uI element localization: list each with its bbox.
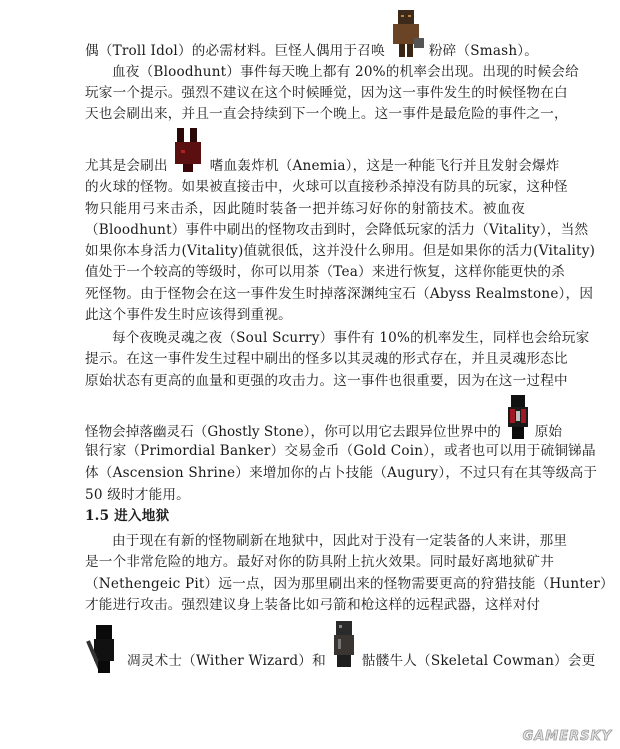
- text-line: 的火球的怪物。如果被直接击中，火球可以直接秒杀掉没有防具的玩家，这种怪: [85, 179, 568, 195]
- text: 原始: [534, 424, 562, 440]
- text-line: 才能进行攻击。强烈建议身上装备比如弓箭和枪这样的远程武器，这样对付: [85, 597, 541, 613]
- text: 凋灵术士（Wither Wizard）和: [127, 653, 326, 669]
- image-slot: [501, 422, 535, 436]
- text-line: 每个夜晚灵魂之夜（Soul Scurry）事件有 10%的机率发生，同样也会给玩家: [112, 330, 590, 346]
- text-line: 死怪物。由于怪物会在这一事件发生时掉落深渊纯宝石（Abyss Realmstone），因: [85, 286, 594, 302]
- text-line: 玩家一个提示。强烈不建议在这个时候睡觉，因为这一事件发生的时候怪物在白: [85, 85, 568, 101]
- text-line: 此这个事件发生时应该得到重视。: [85, 307, 292, 323]
- image-slot: [385, 41, 429, 55]
- text-line: （Bloodhunt）事件中刷出的怪物攻击到时，会降低玩家的活力（Vitality），当然: [85, 222, 589, 238]
- text-line: 提示。在这一事件发生过程中刷出的怪多以其灵魂的形式存在，并且灵魂形态比: [85, 351, 568, 367]
- text: 嗜血轰炸机（Anemia），这是一种能飞行并且发射会爆炸: [209, 158, 560, 174]
- troll-sprite-image: [390, 10, 424, 58]
- text: 尤其是会刷出: [85, 158, 168, 174]
- primordial-banker-sprite-image: [507, 395, 529, 439]
- text-line: [85, 156, 560, 175]
- image-slot: [326, 651, 362, 665]
- text-line: 如果你本身活力(Vitality)值就很低，这并没什么卵用。但是如果你的活力(Vitality): [85, 243, 596, 259]
- text: 偶（Troll Idol）的必需材料。巨怪人偶用于召唤: [85, 43, 385, 59]
- text-line: 值处于一个较高的等级时，你可以用茶（Tea）来进行恢复，这样你能更快的杀: [85, 264, 565, 280]
- text-line: 银行家（Primordial Banker）交易金币（Gold Coin），或者也可以用于硫铜锑晶: [85, 443, 596, 459]
- text-line: [85, 41, 539, 60]
- text-line: [85, 422, 562, 441]
- text-line: [85, 651, 596, 670]
- text-line: 体（Ascension Shrine）来增加你的占卜技能（Augury），不过只有在其等级高于: [85, 465, 598, 481]
- section-heading: 1.5 进入地狱: [85, 508, 170, 524]
- text-line: 原始状态有更高的血量和更强的攻击力。这一事件也很重要，因为在这一过程中: [85, 373, 568, 389]
- text-line: 50 级时才能用。: [85, 487, 190, 503]
- anemia-sprite-image: [173, 128, 203, 173]
- text-line: （Nethengeic Pit）远一点，因为那里刷出来的怪物需要更高的狩猎技能（Hunter）: [85, 576, 614, 592]
- text-line: 天也会刷出来，并且一直会持续到下一个晚上。这一事件是最危险的事件之一，: [85, 106, 568, 122]
- wither-wizard-sprite-image: [86, 625, 118, 673]
- text: 粉碎（Smash）。: [428, 43, 539, 59]
- text: 怪物会掉落幽灵石（Ghostly Stone），你可以用它去跟异位世界中的: [85, 424, 501, 440]
- text-line: 血夜（Bloodhunt）事件每天晚上都有 20%的机率会出现。出现的时候会给: [112, 64, 579, 80]
- text: 骷髅牛人（Skeletal Cowman）会更: [361, 653, 596, 669]
- text-line: 是一个非常危险的地方。最好对你的防具附上抗火效果。同时最好离地狱矿井: [85, 554, 554, 570]
- text-line: 物只能用弓来击杀，因此随时装备一把并练习好你的射箭技术。被血夜: [85, 201, 525, 217]
- text-line: 由于现在有新的怪物刷新在地狱中，因此对于没有一定装备的人来讲，那里: [112, 533, 568, 549]
- skeletal-cowman-sprite-image: [333, 621, 355, 667]
- image-slot: [168, 156, 210, 170]
- image-slot: [85, 651, 127, 665]
- watermark-logo: GAMERSKY: [522, 729, 612, 744]
